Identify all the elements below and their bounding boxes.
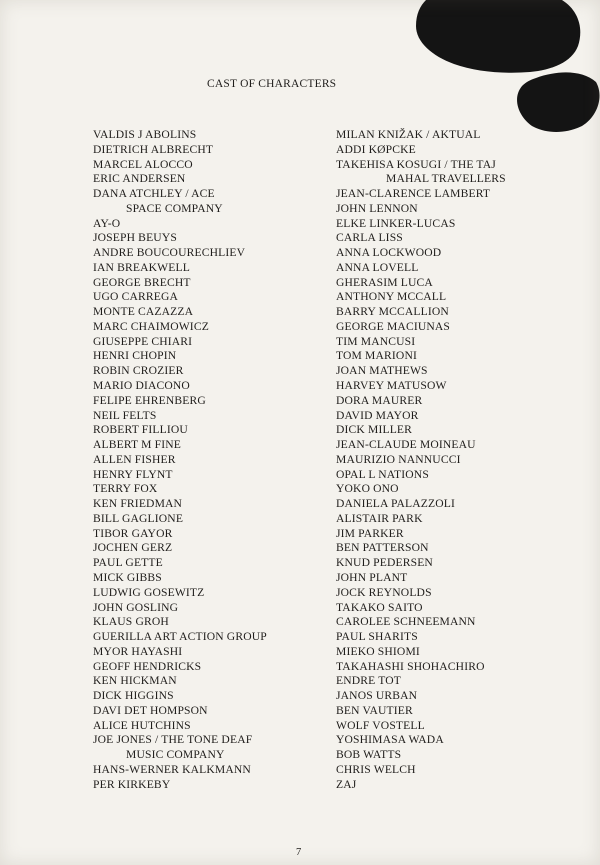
cast-name: BARRY MCCALLION (336, 305, 449, 319)
cast-name: JEAN-CLAUDE MOINEAU (336, 438, 476, 452)
cast-name: ADDI KØPCKE (336, 142, 416, 156)
cast-name: TAKEHISA KOSUGI / THE TAJ (336, 157, 496, 171)
cast-name: HENRY FLYNT (93, 467, 173, 481)
cast-name: HENRI CHOPIN (93, 349, 177, 363)
cast-name: UGO CARREGA (93, 290, 179, 304)
cast-name: JOCK REYNOLDS (336, 585, 432, 599)
cast-name: DAVI DET HOMPSON (93, 703, 208, 717)
footprint-graphic (412, 0, 600, 135)
cast-name: VALDIS J ABOLINS (93, 128, 197, 141)
cast-name: MARCEL ALOCCO (93, 157, 193, 171)
cast-name: MONTE CAZAZZA (93, 305, 194, 319)
cast-name: DANIELA PALAZZOLI (336, 497, 456, 511)
cast-name: GIUSEPPE CHIARI (93, 334, 193, 348)
footprint-sole (416, 0, 580, 73)
cast-name: BEN PATTERSON (336, 541, 429, 555)
cast-name: YOKO ONO (336, 482, 399, 496)
cast-name: ANNA LOCKWOOD (336, 246, 442, 260)
cast-name: ZAJ (336, 777, 357, 791)
cast-name: CARLA LISS (336, 231, 403, 245)
page-number: 7 (296, 847, 302, 858)
cast-name-continuation: MUSIC COMPANY (126, 748, 225, 762)
cast-name: GUERILLA ART ACTION GROUP (93, 630, 267, 644)
cast-name: LUDWIG GOSEWITZ (93, 585, 205, 599)
cast-name: JANOS URBAN (336, 689, 418, 703)
cast-name: PAUL GETTE (93, 556, 163, 570)
cast-name: CAROLEE SCHNEEMANN (336, 615, 476, 629)
cast-list-left-column (93, 128, 267, 792)
cast-name: TERRY FOX (93, 482, 158, 496)
cast-name: DANA ATCHLEY / ACE (93, 187, 215, 201)
cast-name: MYOR HAYASHI (93, 644, 183, 658)
cast-name-continuation: SPACE COMPANY (126, 201, 223, 215)
cast-list-right-column (336, 128, 506, 792)
cast-name: DIETRICH ALBRECHT (93, 142, 214, 156)
cast-name: YOSHIMASA WADA (336, 733, 444, 747)
cast-name: BEN VAUTIER (336, 703, 413, 717)
cast-name: NEIL FELTS (93, 408, 157, 422)
cast-name: MIEKO SHIOMI (336, 644, 420, 658)
cast-name: JOCHEN GERZ (93, 541, 173, 555)
cast-name: TOM MARIONI (336, 349, 417, 363)
cast-name: ANDRE BOUCOURECHLIEV (93, 246, 246, 260)
cast-name: GEOFF HENDRICKS (93, 659, 202, 673)
cast-name: KLAUS GROH (93, 615, 169, 629)
cast-name: ALBERT M FINE (93, 438, 181, 452)
cast-name: DORA MAURER (336, 393, 423, 407)
cast-name: ANTHONY MCCALL (336, 290, 447, 304)
cast-name: TIM MANCUSI (336, 334, 416, 348)
cast-name: TAKAKO SAITO (336, 600, 423, 614)
cast-name: ENDRE TOT (336, 674, 402, 688)
cast-name: ALISTAIR PARK (336, 511, 423, 525)
cast-name: DAVID MAYOR (336, 408, 419, 422)
cast-name: MARC CHAIMOWICZ (93, 319, 209, 333)
cast-name: BILL GAGLIONE (93, 511, 184, 525)
cast-name: TIBOR GAYOR (93, 526, 173, 540)
cast-name: HARVEY MATUSOW (336, 379, 447, 393)
cast-name: JOE JONES / THE TONE DEAF (93, 733, 253, 747)
cast-name: HANS-WERNER KALKMANN (93, 762, 251, 776)
cast-name: GHERASIM LUCA (336, 275, 433, 289)
cast-name: ALLEN FISHER (93, 452, 176, 466)
cast-name: FELIPE EHRENBERG (93, 393, 206, 407)
cast-name: TAKAHASHI SHOHACHIRO (336, 659, 485, 673)
cast-name: JOHN LENNON (336, 201, 418, 215)
cast-name: ELKE LINKER-LUCAS (336, 216, 456, 230)
cast-name: MILAN KNIŽAK / AKTUAL (336, 128, 481, 141)
cast-name: MICK GIBBS (93, 570, 162, 584)
cast-name: MARIO DIACONO (93, 379, 190, 393)
cast-name: ALICE HUTCHINS (93, 718, 191, 732)
cast-name: WOLF VOSTELL (336, 718, 425, 732)
cast-name: JOHN PLANT (336, 570, 408, 584)
cast-name: ANNA LOVELL (336, 260, 419, 274)
cast-name: MAURIZIO NANNUCCI (336, 452, 461, 466)
cast-name: PAUL SHARITS (336, 630, 418, 644)
cast-name: KEN FRIEDMAN (93, 497, 183, 511)
footprint-heel (517, 72, 599, 132)
cast-name: JOAN MATHEWS (336, 364, 428, 378)
cast-name: PER KIRKEBY (93, 777, 171, 791)
cast-name: JEAN-CLARENCE LAMBERT (336, 187, 491, 201)
page-title: CAST OF CHARACTERS (207, 78, 337, 90)
cast-name: JIM PARKER (336, 526, 404, 540)
cast-name: JOSEPH BEUYS (93, 231, 177, 245)
cast-name: ERIC ANDERSEN (93, 172, 186, 186)
cast-name: KEN HICKMAN (93, 674, 177, 688)
cast-name: GEORGE BRECHT (93, 275, 191, 289)
cast-name: CHRIS WELCH (336, 762, 416, 776)
cast-name-continuation: MAHAL TRAVELLERS (386, 172, 506, 186)
cast-name: BOB WATTS (336, 748, 402, 762)
cast-name: GEORGE MACIUNAS (336, 319, 451, 333)
cast-name: DICK MILLER (336, 423, 413, 437)
cast-name: ROBERT FILLIOU (93, 423, 188, 437)
cast-name: DICK HIGGINS (93, 689, 174, 703)
cast-name: IAN BREAKWELL (93, 260, 190, 274)
cast-name: ROBIN CROZIER (93, 364, 184, 378)
cast-name: JOHN GOSLING (93, 600, 179, 614)
cast-name: KNUD PEDERSEN (336, 556, 433, 570)
cast-name: AY-O (93, 216, 121, 230)
cast-name: OPAL L NATIONS (336, 467, 429, 481)
